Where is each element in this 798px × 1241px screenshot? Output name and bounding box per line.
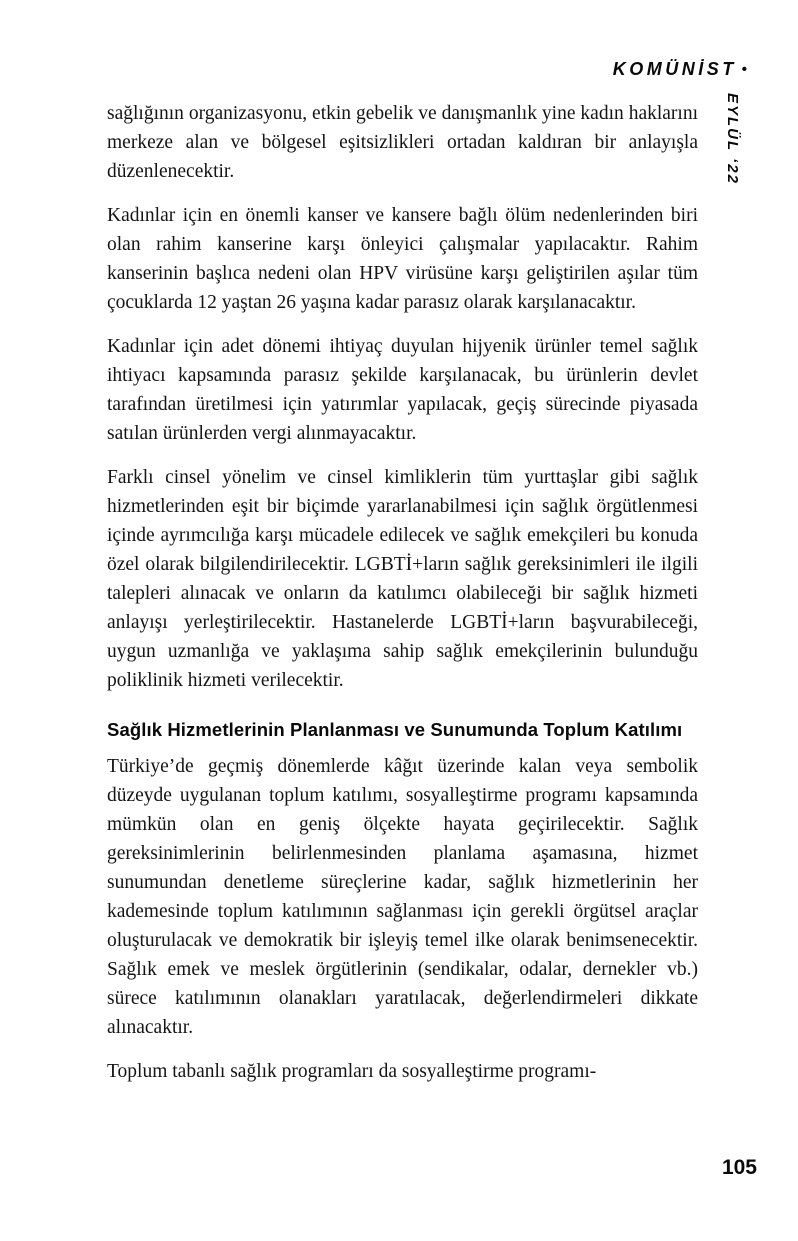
body-paragraph: sağlığının organizasyonu, etkin gebelik ve danışmanlık yine kadın haklarını merkeze alan ve bölgesel eşitsizlikleri ortadan kaldıran bir anlayışla düzenlenecektir. <box>107 103 698 182</box>
page-header <box>613 59 747 80</box>
body-paragraph: Türkiye’de geçmiş dönemlerde kâğıt üzerinde kalan veya sembolik düzeyde uygulanan toplum katılımı, sosyalleştirme programı kapsamında mümkün olan en geniş ölçekte hayata geçirilecektir. Sağlık gereksinimlerinin belirlenmesinden planlama aşamasına, hizmet sunumundan denetleme süreçlerine kadar, sağlık hizmetlerinin her kademesinde toplum katılımının sağlanması için gerekli örgütsel araçlar oluşturulacak ve demokratik bir işleyiş temel ilke olarak benimsenecektir. Sağlık emek ve meslek örgütlerinin (sendikalar, odalar, dernekler vb.) sürece katılımının olanakları yaratılacak, değerlendirmeleri dikkate alınacaktır. <box>107 756 698 1038</box>
text-column <box>107 99 698 1101</box>
journal-title: KOMÜNİST <box>612 59 737 79</box>
title-bullet-icon: • <box>741 61 747 78</box>
body-paragraph: Kadınlar için en önemli kanser ve kansere bağlı ölüm nedenlerinden biri olan rahim kanserine karşı önleyici çalışmalar yapılacaktır. Rahim kanserinin başlıca nedeni olan HPV virüsüne karşı geliştirilen aşılar tüm çocuklarda 12 yaştan 26 yaşına kadar parasız olarak karşılanacaktır. <box>107 205 698 313</box>
body-paragraph: Toplum tabanlı sağlık programları da sosyalleştirme programı- <box>107 1061 597 1082</box>
body-paragraph: Farklı cinsel yönelim ve cinsel kimliklerin tüm yurttaşlar gibi sağlık hizmetlerinden eşit bir biçimde yararlanabilmesi için sağlık örgütlenmesi içinde ayrımcılığa karşı mücadele edilecek ve sağlık emekçileri bu konuda özel olarak bilgilendirilecektir. LGBTİ+ların sağlık gereksinimleri ile ilgili talepleri alınacak ve onların da katılımcı olabileceği bir sağlık hizmeti anlayışı yerleştirilecektir. Hastanelerde LGBTİ+ların başvurabileceği, uygun uzmanlığa ve yaklaşıma sahip sağlık emekçilerinin bulunduğu poliklinik hizmeti verilecektir. <box>107 467 698 691</box>
section-heading: Sağlık Hizmetlerinin Planlanması ve Sunumunda Toplum Katılımı <box>107 719 683 740</box>
page-number: 105 <box>721 1156 757 1179</box>
issue-date-vertical: EYLÜL ‘22 <box>724 93 741 185</box>
body-paragraph: Kadınlar için adet dönemi ihtiyaç duyulan hijyenik ürünler temel sağlık ihtiyacı kapsamında parasız şekilde karşılanacak, bu ürünlerin devlet tarafından üretilmesi için yatırımlar yapılacak, geçiş sürecinde piyasada satılan ürünlerden vergi alınmayacaktır. <box>107 336 698 444</box>
